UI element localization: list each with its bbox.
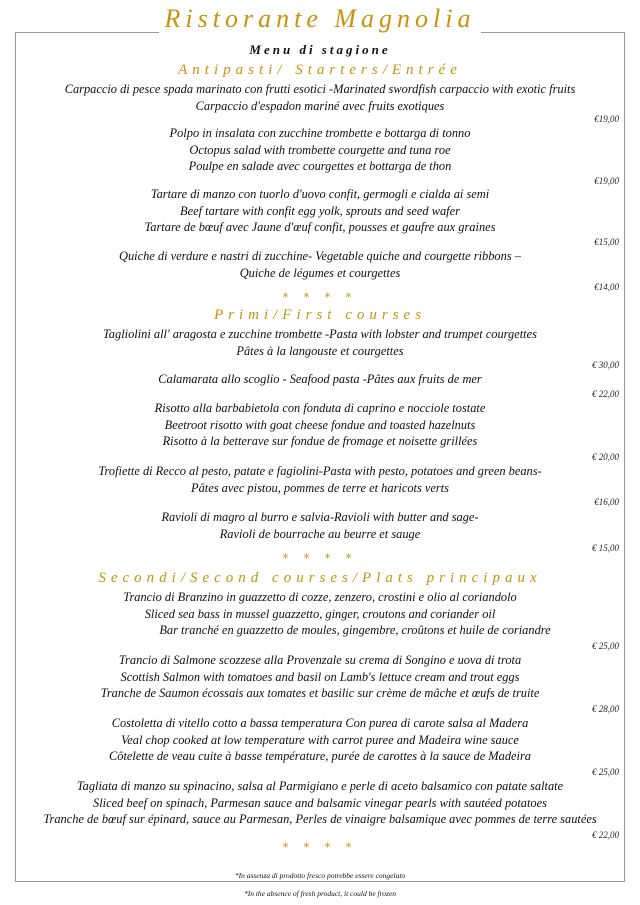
section-heading-first-courses: Primi/First courses	[213, 307, 427, 323]
price: € 15,00	[592, 543, 619, 553]
price: €19,00	[594, 176, 619, 186]
section-heading-second-courses: Secondi/Second courses/Plats principaux	[98, 570, 542, 586]
dish-veal-chop: Costoletta di vitello cotto a bassa temperatura Con purea di carote salsa al Madera Veal chop cooked at low temperature with carrot puree and Madeira wine sauce Côtelette de veau cuite à basse température, purée de carottes à la sauce de Madeira	[109, 716, 531, 763]
separator-stars: * * * *	[282, 552, 358, 565]
separator-stars: * * * *	[282, 291, 358, 304]
dish-sea-bass: Trancio di Branzino in guazzetto di cozze, zenzero, crostini e olio al coriandolo Sliced sea bass in mussel guazzetto, ginger, croutons and coriander oil Bar tranché en guazzetto de moules, gingembre, croûtons et huile de coriandre	[123, 590, 551, 637]
restaurant-name: Ristorante Magnolia	[0, 4, 640, 34]
dish-octopus-salad: Polpo in insalata con zucchine trombette e bottarga di tonno Octopus salad with trombette courgette and tuna roe Poulpe en salade avec courgettes et bottarga de thon	[169, 126, 471, 173]
price: € 22,00	[592, 830, 619, 840]
separator-stars: * * * *	[282, 841, 358, 854]
dish-scottish-salmon: Trancio di Salmone scozzese alla Provenzale su crema di Songino e uova di trota Scottish Salmon with tomatoes and basil on Lamb's lettuce cream and trout eggs Tranche de Saumon écossais aux tomates et basilic sur crème de mâche et œufs de truite	[100, 653, 540, 700]
footnote-english: *In the absence of fresh product, it could be frozen	[243, 889, 397, 898]
dish-trofiette-pesto: Trofiette di Recco al pesto, patate e fagiolini-Pasta with pesto, potatoes and green beans- Pâtes avec pistou, pommes de terre et haricots verts	[98, 464, 542, 495]
price: € 28,00	[592, 704, 619, 714]
price: € 22,00	[592, 389, 619, 399]
price: €19,00	[594, 114, 619, 124]
price: € 20,00	[592, 452, 619, 462]
menu-title: Menu di stagione	[249, 42, 391, 57]
dish-sliced-beef: Tagliata di manzo su spinacino, salsa al Parmigiano e perle di aceto balsamico con patate saltate Sliced beef on spinach, Parmesan sauce and balsamic vinegar pearls with sautéed potatoes Tranche de bœuf sur épinard, sauce au Parmesan, Perles de vinaigre balsamique avec pommes de terre sautées	[43, 779, 597, 826]
footnote-italian: *In assenza di prodotto fresco potrebbe essere congelato	[234, 871, 406, 880]
price: €14,00	[594, 282, 619, 292]
dish-lobster-tagliolini: Tagliolini all' aragosta e zucchine trombette -Pasta with lobster and trumpet courgettes Pâtes à la langouste et courgettes	[103, 327, 537, 358]
dish-vegetable-quiche: Quiche di verdure e nastri di zucchine- Vegetable quiche and courgette ribbons – Quiche de légumes et courgettes	[119, 249, 521, 280]
price: €16,00	[594, 497, 619, 507]
dish-calamarata: Calamarata allo scoglio - Seafood pasta -Pâtes aux fruits de mer	[158, 372, 482, 386]
dish-ravioli: Ravioli di magro al burro e salvia-Ravioli with butter and sage- Ravioli de bourrache au beurre et sauge	[161, 510, 479, 541]
dish-beetroot-risotto: Risotto alla barbabietola con fonduta di caprino e nocciole tostate Beetroot risotto with goat cheese fondue and toasted hazelnuts Risotto à la betterave sur fondue de fromage et noisette grillées	[154, 401, 486, 448]
price: €15,00	[594, 237, 619, 247]
price: € 30,00	[592, 360, 619, 370]
dish-swordfish-carpaccio: Carpaccio di pesce spada marinato con frutti esotici -Marinated swordfish carpaccio with exotic fruits Carpaccio d'espadon mariné avec fruits exotiques	[64, 82, 576, 113]
price: € 25,00	[592, 641, 619, 651]
section-heading-starters: Antipasti/ Starters/Entrée	[178, 62, 462, 78]
price: € 25,00	[592, 767, 619, 777]
dish-beef-tartare: Tartare di manzo con tuorlo d'uovo confit, germogli e cialda ai semi Beef tartare with confit egg yolk, sprouts and seed wafer Tartare de bœuf avec Jaune d'œuf confit, pousses et gaufre aux graines	[144, 187, 496, 234]
